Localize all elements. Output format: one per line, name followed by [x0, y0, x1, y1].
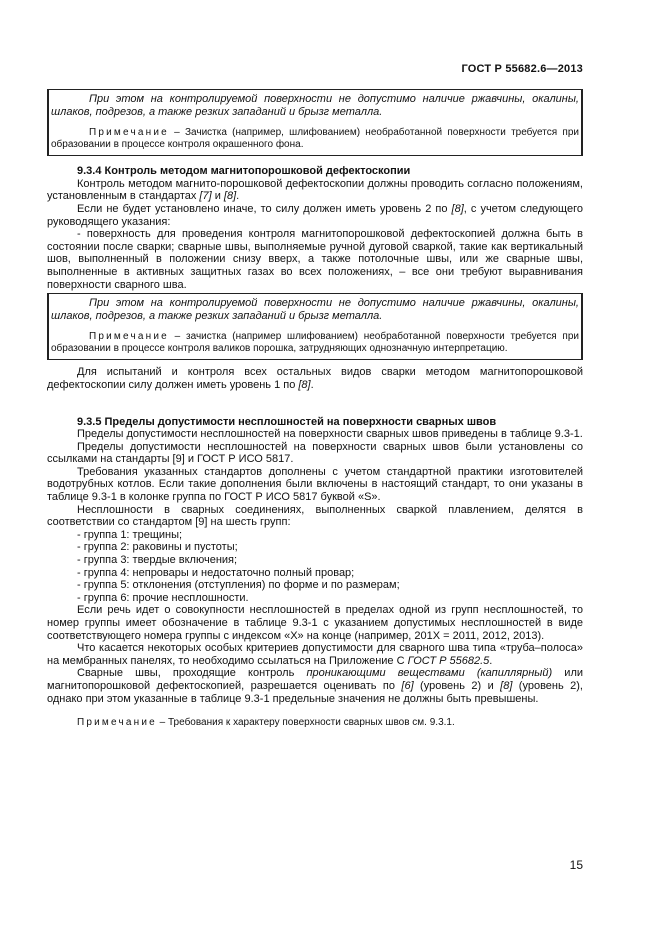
paragraph: Пределы допустимости несплошностей на поверхности сварных швов приведены в таблице 9.3-1.	[77, 428, 583, 441]
text: Сварные швы, проходящие контроль	[77, 667, 307, 680]
boxed-italic-text: При этом на контролируемой поверхности не допустимо наличие ржавчины, окалины, шлаков, подрезов, а также резких западаний и брызг металла.	[51, 297, 579, 322]
paragraph	[47, 366, 583, 391]
note-paragraph	[51, 127, 579, 151]
reference: [7]	[199, 190, 212, 203]
text: (уровень 2), однако при этом указанные в таблице 9.3-1 предельные значения не должны быть превышены.	[47, 679, 583, 705]
list-item: - группа 4: непровары и недостаточно полный провар;	[77, 566, 355, 579]
paragraph: - поверхность для проведения контроля магнитопорошковой дефектоскопией должна быть в состоянии после сварки; сварные швы, выполняемые ручной дуговой сваркой, такие как вертикальный шов, выполненный в положении снизу вверх, а также потолочные швы, или же сварные швы, выполненные в активных защитных газах во всех положениях, – все они требуют выравнивания поверхности сварного шва.	[47, 228, 583, 291]
note-text: – зачистка (например шлифованием) необработанной поверхности требуется при образовании в процессе контроля валиков порошка, затрудняющих однозначную интерпретацию.	[51, 331, 579, 355]
boxed-italic-text: При этом на контролируемой поверхности не допустимо наличие ржавчины, окалины, шлаков, подрезов, а также резких западаний и брызг металла.	[51, 93, 579, 118]
list-item: - группа 6: прочие несплошности.	[77, 591, 249, 604]
note-paragraph	[47, 717, 583, 730]
paragraph: Несплошности в сварных соединениях, выполненных сваркой плавлением, делятся в соответствии со стандартом [9] на шесть групп:	[47, 503, 583, 529]
paragraph: Требования указанных стандартов дополнены с учетом стандартной практики изготовителей водотрубных котлов. Если такие дополнения были включены в настоящий стандарт, то они указаны в таблице 9.3-1 в колонке группа по ГОСТ Р ИСО 5817 буквой «S».	[47, 465, 583, 504]
page-number: 15	[569, 858, 583, 872]
reference: [8]	[451, 202, 464, 215]
paragraph	[47, 203, 583, 228]
note-text: – Требования к характеру поверхности сварных швов см. 9.3.1.	[156, 717, 455, 729]
text: .	[310, 378, 314, 391]
text: .	[489, 654, 493, 667]
paragraph	[47, 642, 583, 667]
text: (уровень 2) и	[413, 679, 501, 692]
reference: [8]	[500, 679, 513, 692]
list-item: - группа 3: твердые включения;	[77, 554, 238, 567]
paragraph	[47, 178, 583, 203]
reference: ГОСТ Р 55682.5	[407, 654, 490, 667]
reference: [8]	[223, 190, 237, 203]
list-item: - группа 5: отклонения (отступления) по форме и по размерам;	[77, 579, 400, 592]
reference: [6]	[401, 679, 414, 692]
note-label: Примечание	[77, 717, 157, 729]
note-label: Примечание	[89, 331, 169, 343]
text: или магнитопорошковой дефектоскопией, разрешается оценивать по	[47, 667, 584, 692]
note-text: – Зачистка (например, шлифованием) необработанной поверхности требуется при образовании в процессе контроля окрашенного фона.	[51, 127, 579, 151]
note-label: Примечание	[89, 127, 169, 139]
text: и	[211, 190, 224, 203]
text: , с учетом следующего руководящего указания:	[47, 202, 583, 228]
list-item: - группа 2: раковины и пустоты;	[77, 541, 238, 554]
document-code: ГОСТ Р 55682.6—2013	[461, 63, 583, 75]
italic-text: проникающими веществами (капиллярный)	[306, 667, 553, 680]
text: .	[236, 190, 240, 203]
page-content	[47, 85, 583, 730]
text: Что касается некоторых особых критериев допустимости для сварного шва типа «труба–полоса» на мембранных панелях, то необходимо ссылаться на Приложение С	[47, 642, 583, 667]
text: Для испытаний и контроля всех остальных видов сварки методом магнитопорошковой дефектоскопии силу должен иметь уровень 1 по	[47, 366, 583, 391]
text: Если не будет установлено иначе, то силу должен иметь уровень 2 по	[77, 202, 452, 215]
note-paragraph	[51, 331, 579, 355]
paragraph	[47, 667, 583, 705]
list-item: - группа 1: трещины;	[77, 528, 183, 541]
text: Контроль методом магнито-порошковой дефектоскопии должны проводить согласно положениям, установленным в стандартах	[47, 177, 583, 203]
section-heading-935: 9.3.5 Пределы допустимости несплошностей на поверхности сварных швов	[77, 415, 497, 428]
reference: [8]	[298, 378, 311, 391]
paragraph: Если речь идет о совокупности несплошностей в пределах одной из групп несплошностей, то номер группы имеет обозначение в таблице 9.3-1 с указанием допустимых несплошностей в виде соответствующего номера группы с индексом «X» на конце (например, 201X = 2011, 2012, 2013).	[47, 604, 583, 642]
boxed-note-2	[47, 293, 583, 360]
section-heading-934: 9.3.4 Контроль методом магнитопорошковой дефектоскопии	[77, 165, 411, 178]
boxed-note-1	[47, 89, 583, 156]
paragraph: Пределы допустимости несплошностей на поверхности сварных швов были установлены со ссылками на стандарты [9] и ГОСТ Р ИСО 5817.	[47, 440, 583, 466]
